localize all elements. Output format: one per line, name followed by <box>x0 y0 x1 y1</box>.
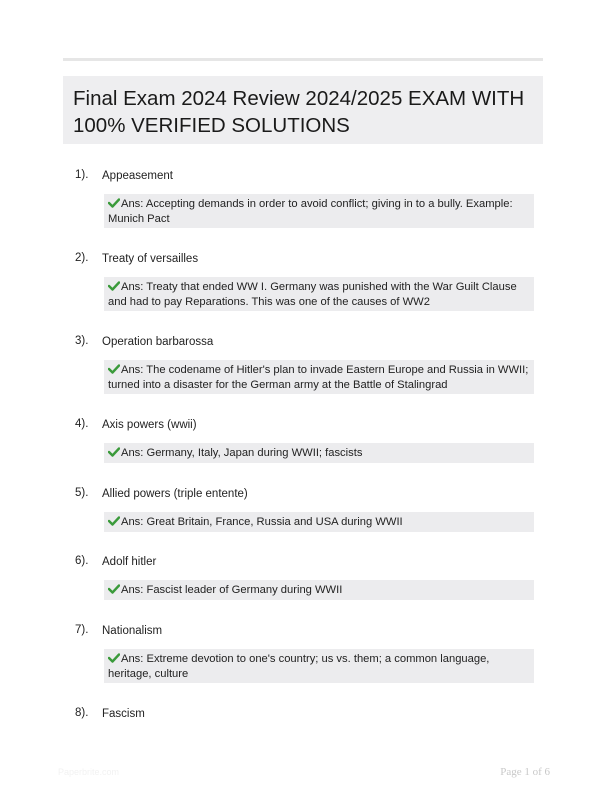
checkmark-icon <box>108 281 120 291</box>
answer-box <box>104 194 534 228</box>
question-number: 1). <box>75 169 89 181</box>
question-number: 2). <box>75 252 89 264</box>
qa-item-1 <box>63 168 543 225</box>
checkmark-icon <box>108 653 120 663</box>
answer-box <box>104 277 534 311</box>
title-banner <box>63 76 543 144</box>
question-term: Appeasement <box>102 170 173 182</box>
checkmark-icon <box>108 584 120 594</box>
qa-item-6 <box>63 554 543 596</box>
qa-item-4 <box>63 417 543 459</box>
qa-item-2 <box>63 251 543 308</box>
answer-text: Ans: Treaty that ended WW I. Germany was punished with the War Guilt Clause and had to pay Reparations. This was one of the causes of WW2 <box>108 281 517 308</box>
question-term: Operation barbarossa <box>102 336 214 348</box>
question-term: Nationalism <box>102 625 163 637</box>
answer-text: Ans: Accepting demands in order to avoid conflict; giving in to a bully. Example: Munich Pact <box>108 198 513 225</box>
question-term: Adolf hitler <box>102 556 157 568</box>
answer-box <box>104 443 534 463</box>
answer-text: Ans: The codename of Hitler's plan to invade Eastern Europe and Russia in WWII; turned into a disaster for the German army at the Battle of Stalingrad <box>108 364 529 391</box>
qa-item-8 <box>63 706 543 724</box>
checkmark-icon <box>108 516 120 526</box>
answer-box <box>104 580 534 600</box>
top-divider <box>63 58 543 61</box>
question-number: 6). <box>75 555 89 567</box>
question-term: Axis powers (wwii) <box>102 419 197 431</box>
question-number: 5). <box>75 487 89 499</box>
answer-box <box>104 512 534 532</box>
answer-text: Ans: Germany, Italy, Japan during WWII; fascists <box>121 447 363 459</box>
qa-item-5 <box>63 486 543 528</box>
question-term: Allied powers (triple entente) <box>102 488 248 500</box>
answer-box <box>104 360 534 394</box>
checkmark-icon <box>108 447 120 457</box>
question-number: 8). <box>75 707 89 719</box>
question-number: 7). <box>75 624 89 636</box>
question-term: Treaty of versailles <box>102 253 199 265</box>
question-number: 4). <box>75 418 89 430</box>
qa-item-3 <box>63 334 543 391</box>
page-indicator: Page 1 of 6 <box>500 766 550 778</box>
checkmark-icon <box>108 198 120 208</box>
qa-item-7 <box>63 623 543 680</box>
answer-text: Ans: Extreme devotion to one's country; us vs. them; a common language, heritage, culture <box>108 653 490 680</box>
answer-text: Ans: Great Britain, France, Russia and USA during WWII <box>121 516 403 528</box>
footer-watermark: Paperbrite.com <box>58 767 120 777</box>
answer-box <box>104 649 534 683</box>
answer-text: Ans: Fascist leader of Germany during WWII <box>121 584 343 596</box>
question-number: 3). <box>75 335 89 347</box>
checkmark-icon <box>108 364 120 374</box>
question-term: Fascism <box>102 708 145 720</box>
document-title: Final Exam 2024 Review 2024/2025 EXAM WITH 100% VERIFIED SOLUTIONS <box>73 87 525 137</box>
